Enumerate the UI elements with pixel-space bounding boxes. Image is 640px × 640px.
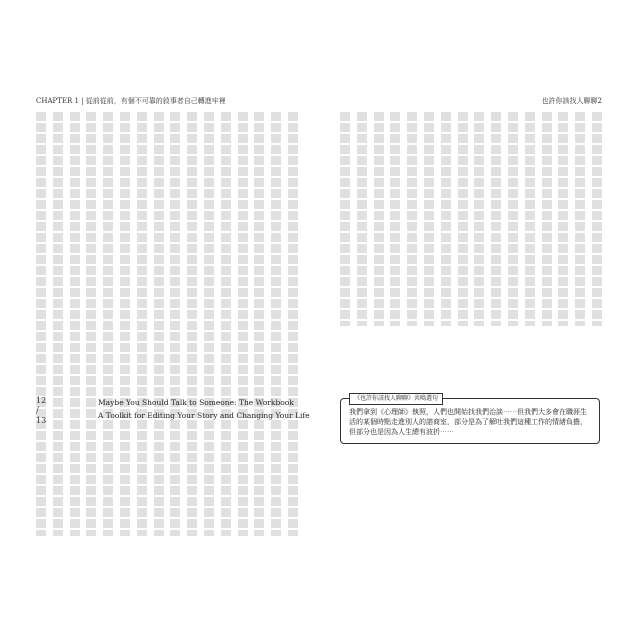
english-book-title	[98, 396, 310, 422]
page-number-top: 12	[36, 396, 47, 405]
page-number-bottom: 13	[36, 416, 47, 425]
quote-box-tab: 《也許你該找人聊聊》共鳴選句	[349, 393, 443, 405]
resonance-quote-box	[340, 395, 600, 444]
left-page-text-columns	[36, 112, 298, 536]
quote-box-text: 我們拿到《心理師》執照，人們也開始找我們治談⋯⋯但我們大多會在職涯生活的某個時點走進別人的諮商室，部分是為了解吐我們這種工作的情緒負擔，但部分也是因為人生總有波折⋯⋯	[349, 408, 587, 436]
left-page	[36, 96, 298, 536]
right-page	[340, 96, 602, 536]
right-page-text-columns	[340, 112, 602, 326]
left-page-footer	[36, 396, 310, 426]
english-title-line-1: Maybe You Should Talk to Someone: The Workbook	[98, 398, 294, 407]
english-title-line-2: A Toolkit for Editing Your Story and Changing Your Life	[98, 411, 310, 420]
running-header-right: 也許你該找人聊聊2	[541, 97, 602, 105]
running-header-left: CHAPTER 1 | 從前從前，有個不可靠的敘事者自己轉進牢裡	[36, 97, 226, 105]
page-number-divider: /	[36, 406, 40, 416]
